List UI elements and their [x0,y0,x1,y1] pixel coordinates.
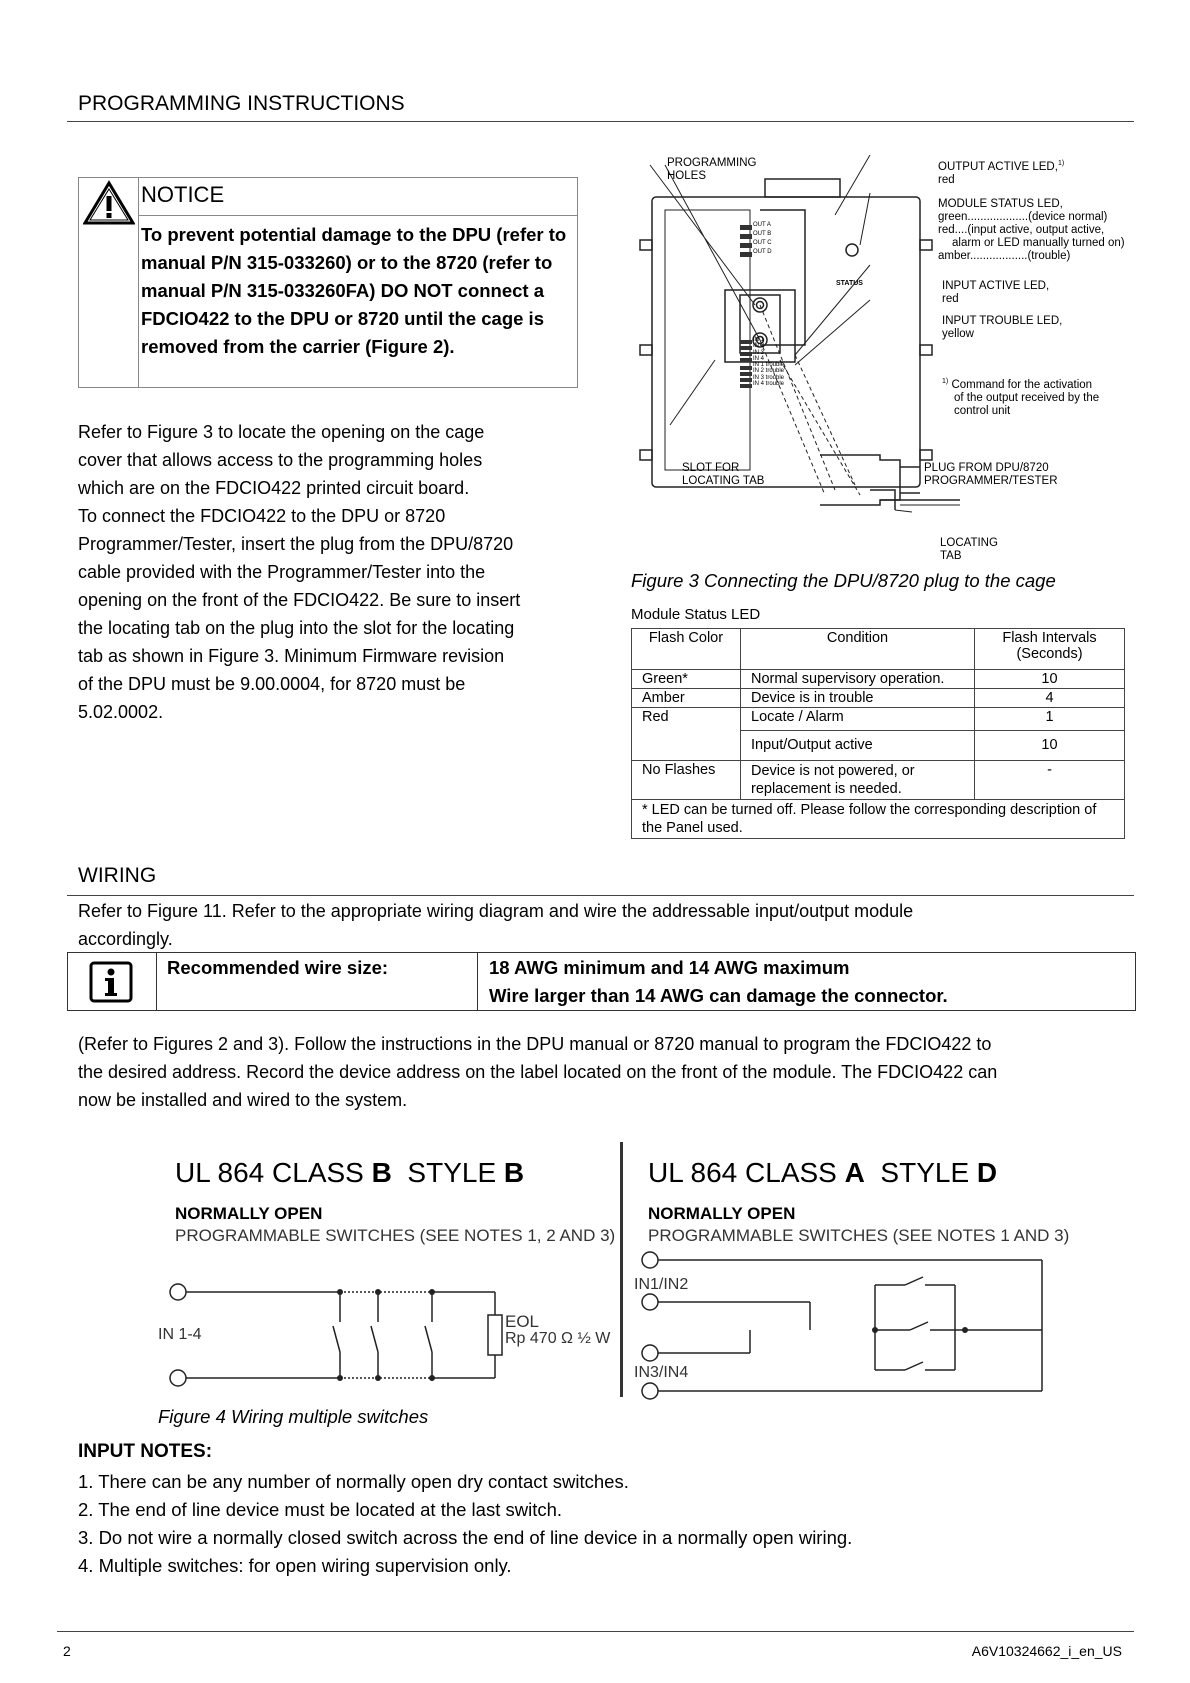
label-line: LOCATING TAB [682,475,765,487]
label-line: IN 2 trouble [753,368,785,375]
label-input-trouble-led [942,315,1062,341]
section-title-programming: PROGRAMMING INSTRUCTIONS [78,92,405,115]
table-cell: Amber [632,689,741,708]
label-line: IN 4 [753,355,765,362]
text-line: of the DPU must be 9.00.0004, for 8720 must be [78,674,466,694]
label-output-active-led [938,157,1064,187]
label-line: control unit [954,404,1011,417]
list-item: 2. The end of line device must be located at the last switch. [78,1499,563,1520]
text-line: Refer to Figure 3 to locate the opening on the cage [78,422,485,442]
label-line: green...................(device normal) [938,211,1108,223]
wiring-intro [78,897,913,953]
list-item: 3. Do not wire a normally closed switch across the end of line device in a normally open wiring. [78,1527,853,1548]
label-line: red [942,293,959,305]
text-line: cover that allows access to the programming holes [78,450,483,470]
input-notes-list [78,1468,852,1580]
notice-box [78,177,578,388]
label-line: INPUT ACTIVE LED, [942,280,1050,292]
label-line: red [938,173,955,186]
table-cell: Device is in trouble [741,689,975,708]
led-table-title: Module Status LED [631,606,761,623]
table-cell: 10 [975,670,1125,689]
label-line: IN 1 trouble [753,362,785,369]
label-input-active-led [942,280,1049,306]
label-plug-from-dpu [924,462,1058,488]
rp-label: Rp 470 Ω ½ W [505,1330,611,1347]
label-line: OUT D [753,249,772,255]
right-diagram-subtitle: NORMALLY OPEN [648,1204,796,1223]
left-diagram-switches: PROGRAMMABLE SWITCHES (SEE NOTES 1, 2 AND 3) [175,1226,616,1245]
label-module-status-led [938,198,1125,263]
title-part: UL 864 CLASS [648,1157,845,1188]
label-line: OUTPUT ACTIVE LED, [938,160,1058,173]
label-line: IN 2 [753,343,765,350]
title-part: B [503,1157,525,1188]
left-diagram-title [175,1157,524,1189]
text-line: Programmer/Tester, insert the plug from the DPU/8720 [78,534,514,554]
right-in-top-label: IN1/IN2 [634,1276,689,1293]
title-part: STYLE [864,1157,977,1188]
text-line: the locating tab on the plug into the slot for the locating [78,618,515,638]
label-command-note [942,375,1099,418]
table-header-row [632,629,1125,670]
label-line: SLOT FOR [682,462,740,474]
label-line: LOCATING [940,537,998,549]
label-line: IN 3 trouble [753,374,785,381]
text-line: (Refer to Figures 2 and 3). Follow the instructions in the DPU manual or 8720 manual to program the FDCIO422 to [78,1034,992,1054]
text-line: To connect the FDCIO422 to the DPU or 8720 [78,506,446,526]
table-cell: Red [632,708,741,731]
figure4-caption: Figure 4 Wiring multiple switches [158,1406,429,1427]
input-notes-title: INPUT NOTES: [78,1441,213,1462]
text-line: Refer to Figure 11. Refer to the appropriate wiring diagram and wire the addressable input/output module [78,901,914,921]
label-line: TAB [940,550,962,562]
label-locating-tab [940,537,998,563]
header-rule [67,121,1134,122]
label-line: PROGRAMMER/TESTER [924,475,1058,487]
left-in-label: IN 1-4 [158,1326,202,1343]
header-cell: Condition [741,629,975,670]
programming-text [78,418,598,726]
table-row [632,761,1125,800]
header-cell: Flash Color [632,629,741,670]
table-cell: Input/Output active [741,730,975,761]
right-in-bottom-label: IN3/IN4 [634,1364,689,1381]
right-wiring-diagram [630,1245,1060,1400]
label-line: red....(input active, output active, [938,224,1105,236]
table-cell: 10 [975,730,1125,761]
table-cell: 4 [975,689,1125,708]
info-line-1: 18 AWG minimum and 14 AWG maximum [489,957,850,978]
info-label: Recommended wire size: [167,957,389,978]
table-cell: No Flashes [632,761,741,800]
status-label: STATUS [836,280,863,287]
table-footnote: * LED can be turned off. Please follow the corresponding description of the Panel used. [632,800,1125,839]
table-cell: 1 [975,708,1125,731]
label-line: yellow [942,328,974,340]
header-cell: Flash Intervals (Seconds) [975,629,1125,670]
led-status-table [631,628,1125,839]
table-cell: Green* [632,670,741,689]
label-line: IN 4 trouble [753,381,785,388]
info-icon-cell [68,953,157,1010]
label-slot-locating-tab [682,462,764,488]
label-programming-holes [667,157,756,183]
out-labels [753,221,772,257]
table-cell [632,730,741,761]
label-line: HOLES [667,170,706,182]
footer-rule [57,1631,1134,1632]
text-line: the desired address. Record the device address on the label located on the front of the module. The FDCIO422 can [78,1062,998,1082]
label-line: of the output received by the [954,391,1100,404]
notice-title: NOTICE [141,182,225,207]
notice-text: To prevent potential damage to the DPU (refer to manual P/N 315-033260) or to the 8720 (refer to manual P/N 315-033260FA) DO NOT connect a FDCIO422 to the DPU or 8720 until the cage is removed from the carrier (Figure 2). [141,224,567,357]
doc-id: A6V10324662_i_en_US [971,1643,1122,1659]
title-part: B [371,1157,392,1188]
text-line: now be installed and wired to the system. [78,1090,408,1110]
info-line-2: Wire larger than 14 AWG can damage the connector. [489,985,948,1006]
warning-icon [83,180,135,226]
superscript: 1) [942,378,949,385]
label-line: IN 3 [753,349,765,356]
table-cell: Locate / Alarm [741,708,975,731]
eol-label: EOL [505,1312,540,1331]
title-part: UL 864 CLASS [175,1157,372,1188]
left-diagram-subtitle: NORMALLY OPEN [175,1204,323,1223]
list-item: 4. Multiple switches: for open wiring supervision only. [78,1555,512,1576]
label-line: OUT B [753,231,772,237]
wiring-text [78,1030,1138,1114]
section-title-wiring: WIRING [78,864,157,887]
title-part: STYLE [391,1157,504,1188]
text-line: which are on the FDCIO422 printed circuit board. [78,478,470,498]
figure3-caption: Figure 3 Connecting the DPU/8720 plug to the cage [631,570,1056,591]
table-row [632,730,1125,761]
text-line: tab as shown in Figure 3. Minimum Firmware revision [78,646,505,666]
label-line: PLUG FROM DPU/8720 [924,462,1049,474]
table-cell: Device is not powered, or replacement is needed. [741,761,975,800]
label-line: MODULE STATUS LED, [938,198,1063,210]
label-line: alarm or LED manually turned on) [952,237,1125,249]
label-line: PROGRAMMING [667,157,757,169]
label-line: OUT C [753,240,772,246]
label-line: OUT A [753,222,771,228]
info-label-cell [156,953,478,1010]
label-line: Command for the activation [951,378,1093,391]
notice-icon-cell [79,178,139,387]
text-line: cable provided with the Programmer/Tester into the [78,562,486,582]
wiring-rule [67,895,1134,896]
title-part: A [844,1157,865,1188]
info-icon [89,961,133,1003]
in-labels [753,337,784,387]
label-line: IN 1 [753,337,765,343]
page-number: 2 [63,1643,71,1659]
table-row [632,708,1125,731]
text-line: accordingly. [78,929,173,949]
text-line: 5.02.0002. [78,702,164,722]
label-line: INPUT TROUBLE LED, [942,315,1063,327]
table-cell: Normal supervisory operation. [741,670,975,689]
table-row [632,670,1125,689]
text-line: opening on the front of the FDCIO422. Be sure to insert [78,590,521,610]
label-line: amber..................(trouble) [938,250,1071,262]
title-part: D [976,1157,998,1188]
table-cell: - [975,761,1125,800]
right-diagram-title [648,1157,997,1189]
table-footnote-row [632,800,1125,839]
info-box [67,952,1136,1011]
right-diagram-switches: PROGRAMMABLE SWITCHES (SEE NOTES 1 AND 3) [648,1226,1070,1245]
list-item: 1. There can be any number of normally open dry contact switches. [78,1471,629,1492]
table-row [632,689,1125,708]
superscript: 1) [1057,160,1065,167]
